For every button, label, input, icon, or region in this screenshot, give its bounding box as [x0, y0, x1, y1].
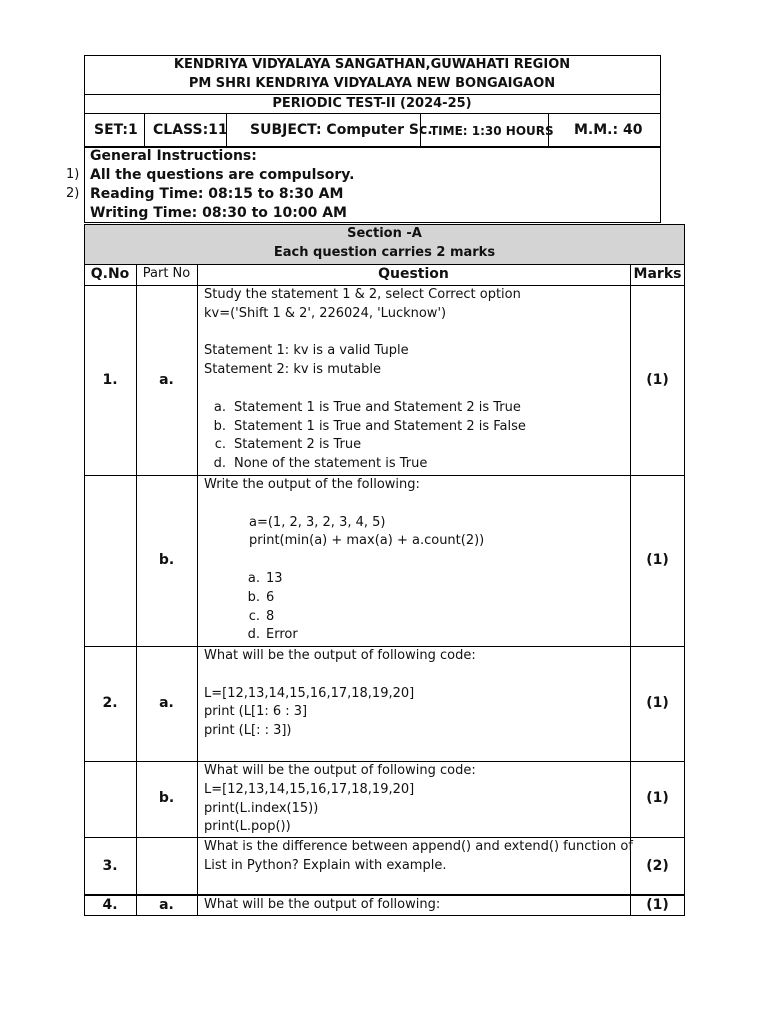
q4-number: 4. — [102, 897, 118, 913]
q1b-spacer-2 — [204, 551, 484, 570]
q1a-question — [204, 286, 526, 474]
max-marks-label: M.M.: 40 — [574, 122, 643, 138]
q1b-option-a — [204, 570, 484, 589]
q1a-option-d — [204, 455, 526, 474]
q1a-line-1: Study the statement 1 & 2, select Correct option — [204, 287, 521, 302]
writing-time: Writing Time: 08:30 to 10:00 AM — [90, 205, 347, 221]
q1-number: 1. — [102, 372, 118, 388]
set-label: SET:1 — [94, 122, 138, 138]
instruction-number-1: 1) — [66, 167, 80, 182]
q1b-option-d-letter: d. — [247, 627, 260, 643]
q1a-marks: (1) — [646, 372, 669, 388]
col-line-2 — [197, 264, 198, 916]
q1a-option-a-letter: a. — [213, 399, 226, 415]
q1b-option-a-text: 13 — [266, 570, 283, 586]
q1b-option-d-text: Error — [266, 627, 298, 643]
q2a-line-1: What will be the output of following code: — [204, 648, 476, 663]
col-header-part: Part No — [142, 266, 191, 281]
instruction-item-1: All the questions are compulsory. — [90, 167, 355, 183]
q3-question — [204, 838, 633, 876]
q2a-spacer-1 — [204, 666, 476, 685]
q1a-option-b-text: Statement 1 is True and Statement 2 is False — [234, 418, 526, 434]
q2a-line-3: print (L[1: 6 : 3] — [204, 704, 308, 720]
q3-marks: (2) — [646, 858, 669, 874]
school-name: PM SHRI KENDRIYA VIDYALAYA NEW BONGAIGAON — [188, 76, 556, 91]
q2b-line-3: print(L.index(15)) — [204, 800, 319, 816]
test-name: PERIODIC TEST-II (2024-25) — [272, 96, 472, 111]
q1b-option-c — [204, 608, 484, 627]
q1b-option-c-text: 8 — [266, 608, 275, 624]
instructions-title: General Instructions: — [90, 148, 257, 164]
header-divider-1 — [84, 94, 661, 95]
q3-line-2: List in Python? Explain with example. — [204, 857, 447, 873]
q1b-code-1: a=(1, 2, 3, 2, 3, 4, 5) — [249, 514, 386, 530]
q1a-option-c-text: Statement 2 is True — [234, 437, 362, 453]
col-header-marks: Marks — [633, 266, 682, 282]
q1a-line-3: Statement 1: kv is a valid Tuple — [204, 343, 409, 359]
col-header-question: Question — [378, 266, 449, 282]
q2b-marks: (1) — [646, 790, 669, 806]
q2b-line-2: L=[12,13,14,15,16,17,18,19,20] — [204, 781, 415, 797]
q4a-marks: (1) — [646, 897, 669, 913]
q2-number: 2. — [102, 695, 118, 711]
instruction-number-2: 2) — [66, 186, 80, 201]
q1b-option-b — [204, 589, 484, 608]
subject-label: SUBJECT: Computer Sc. — [250, 122, 433, 138]
q2a-line-4: print (L[: : 3]) — [204, 723, 292, 739]
q1a-part: a. — [159, 372, 174, 388]
q1a-option-d-letter: d. — [213, 456, 226, 472]
class-label: CLASS:11 — [153, 122, 228, 138]
q4a-part: a. — [159, 897, 174, 913]
row-line-header-top — [84, 264, 685, 265]
q1b-option-c-letter: c. — [248, 608, 260, 624]
q1a-option-d-text: None of the statement is True — [234, 456, 428, 472]
section-title: Section -A — [347, 226, 422, 241]
q2b-line-4: print(L.pop()) — [204, 819, 291, 835]
q3-number: 3. — [102, 858, 118, 874]
instruction-item-2: Reading Time: 08:15 to 8:30 AM — [90, 186, 344, 202]
q1a-option-a — [204, 399, 526, 418]
q2a-marks: (1) — [646, 695, 669, 711]
q2a-question — [204, 647, 476, 741]
q2a-line-2: L=[12,13,14,15,16,17,18,19,20] — [204, 685, 415, 701]
section-subtitle: Each question carries 2 marks — [273, 245, 496, 260]
q2b-part: b. — [158, 790, 175, 806]
q1b-option-d — [204, 626, 484, 645]
header-divider-2 — [84, 113, 661, 114]
q1a-spacer-2 — [204, 380, 526, 399]
q1b-option-a-letter: a. — [247, 570, 260, 586]
q1b-question — [204, 476, 484, 645]
q1a-option-c — [204, 436, 526, 455]
q1a-option-a-text: Statement 1 is True and Statement 2 is True — [234, 399, 521, 415]
q1a-spacer-1 — [204, 324, 526, 343]
q1b-spacer-1 — [204, 495, 484, 514]
q1a-line-2: kv=('Shift 1 & 2', 226024, 'Lucknow') — [204, 305, 447, 321]
col-header-qno: Q.No — [90, 266, 130, 282]
q2b-question — [204, 762, 476, 837]
q4a-question — [204, 896, 440, 915]
q1b-intro: Write the output of the following: — [204, 477, 420, 492]
q1b-option-b-letter: b. — [247, 589, 260, 605]
q1a-option-b-letter: b. — [213, 418, 226, 434]
q1a-option-c-letter: c. — [214, 437, 226, 453]
col-line-3 — [630, 264, 631, 916]
q2b-line-1: What will be the output of following code: — [204, 763, 476, 778]
q1b-marks: (1) — [646, 552, 669, 568]
q1a-line-4: Statement 2: kv is mutable — [204, 362, 382, 378]
q1b-option-b-text: 6 — [266, 589, 275, 605]
q2a-part: a. — [159, 695, 174, 711]
q4a-line-1: What will be the output of following: — [204, 897, 441, 912]
q1b-code-2: print(min(a) + max(a) + a.count(2)) — [249, 533, 485, 549]
meta-divider-1 — [144, 113, 145, 147]
school-region: KENDRIYA VIDYALAYA SANGATHAN,GUWAHATI REGION — [173, 57, 571, 72]
col-line-1 — [136, 264, 137, 916]
time-label: TIME: 1:30 HOURS — [430, 124, 554, 138]
q3-line-1: What is the difference between append() and extend() function of — [204, 839, 633, 854]
q1a-option-b — [204, 418, 526, 437]
q1b-part: b. — [158, 552, 175, 568]
